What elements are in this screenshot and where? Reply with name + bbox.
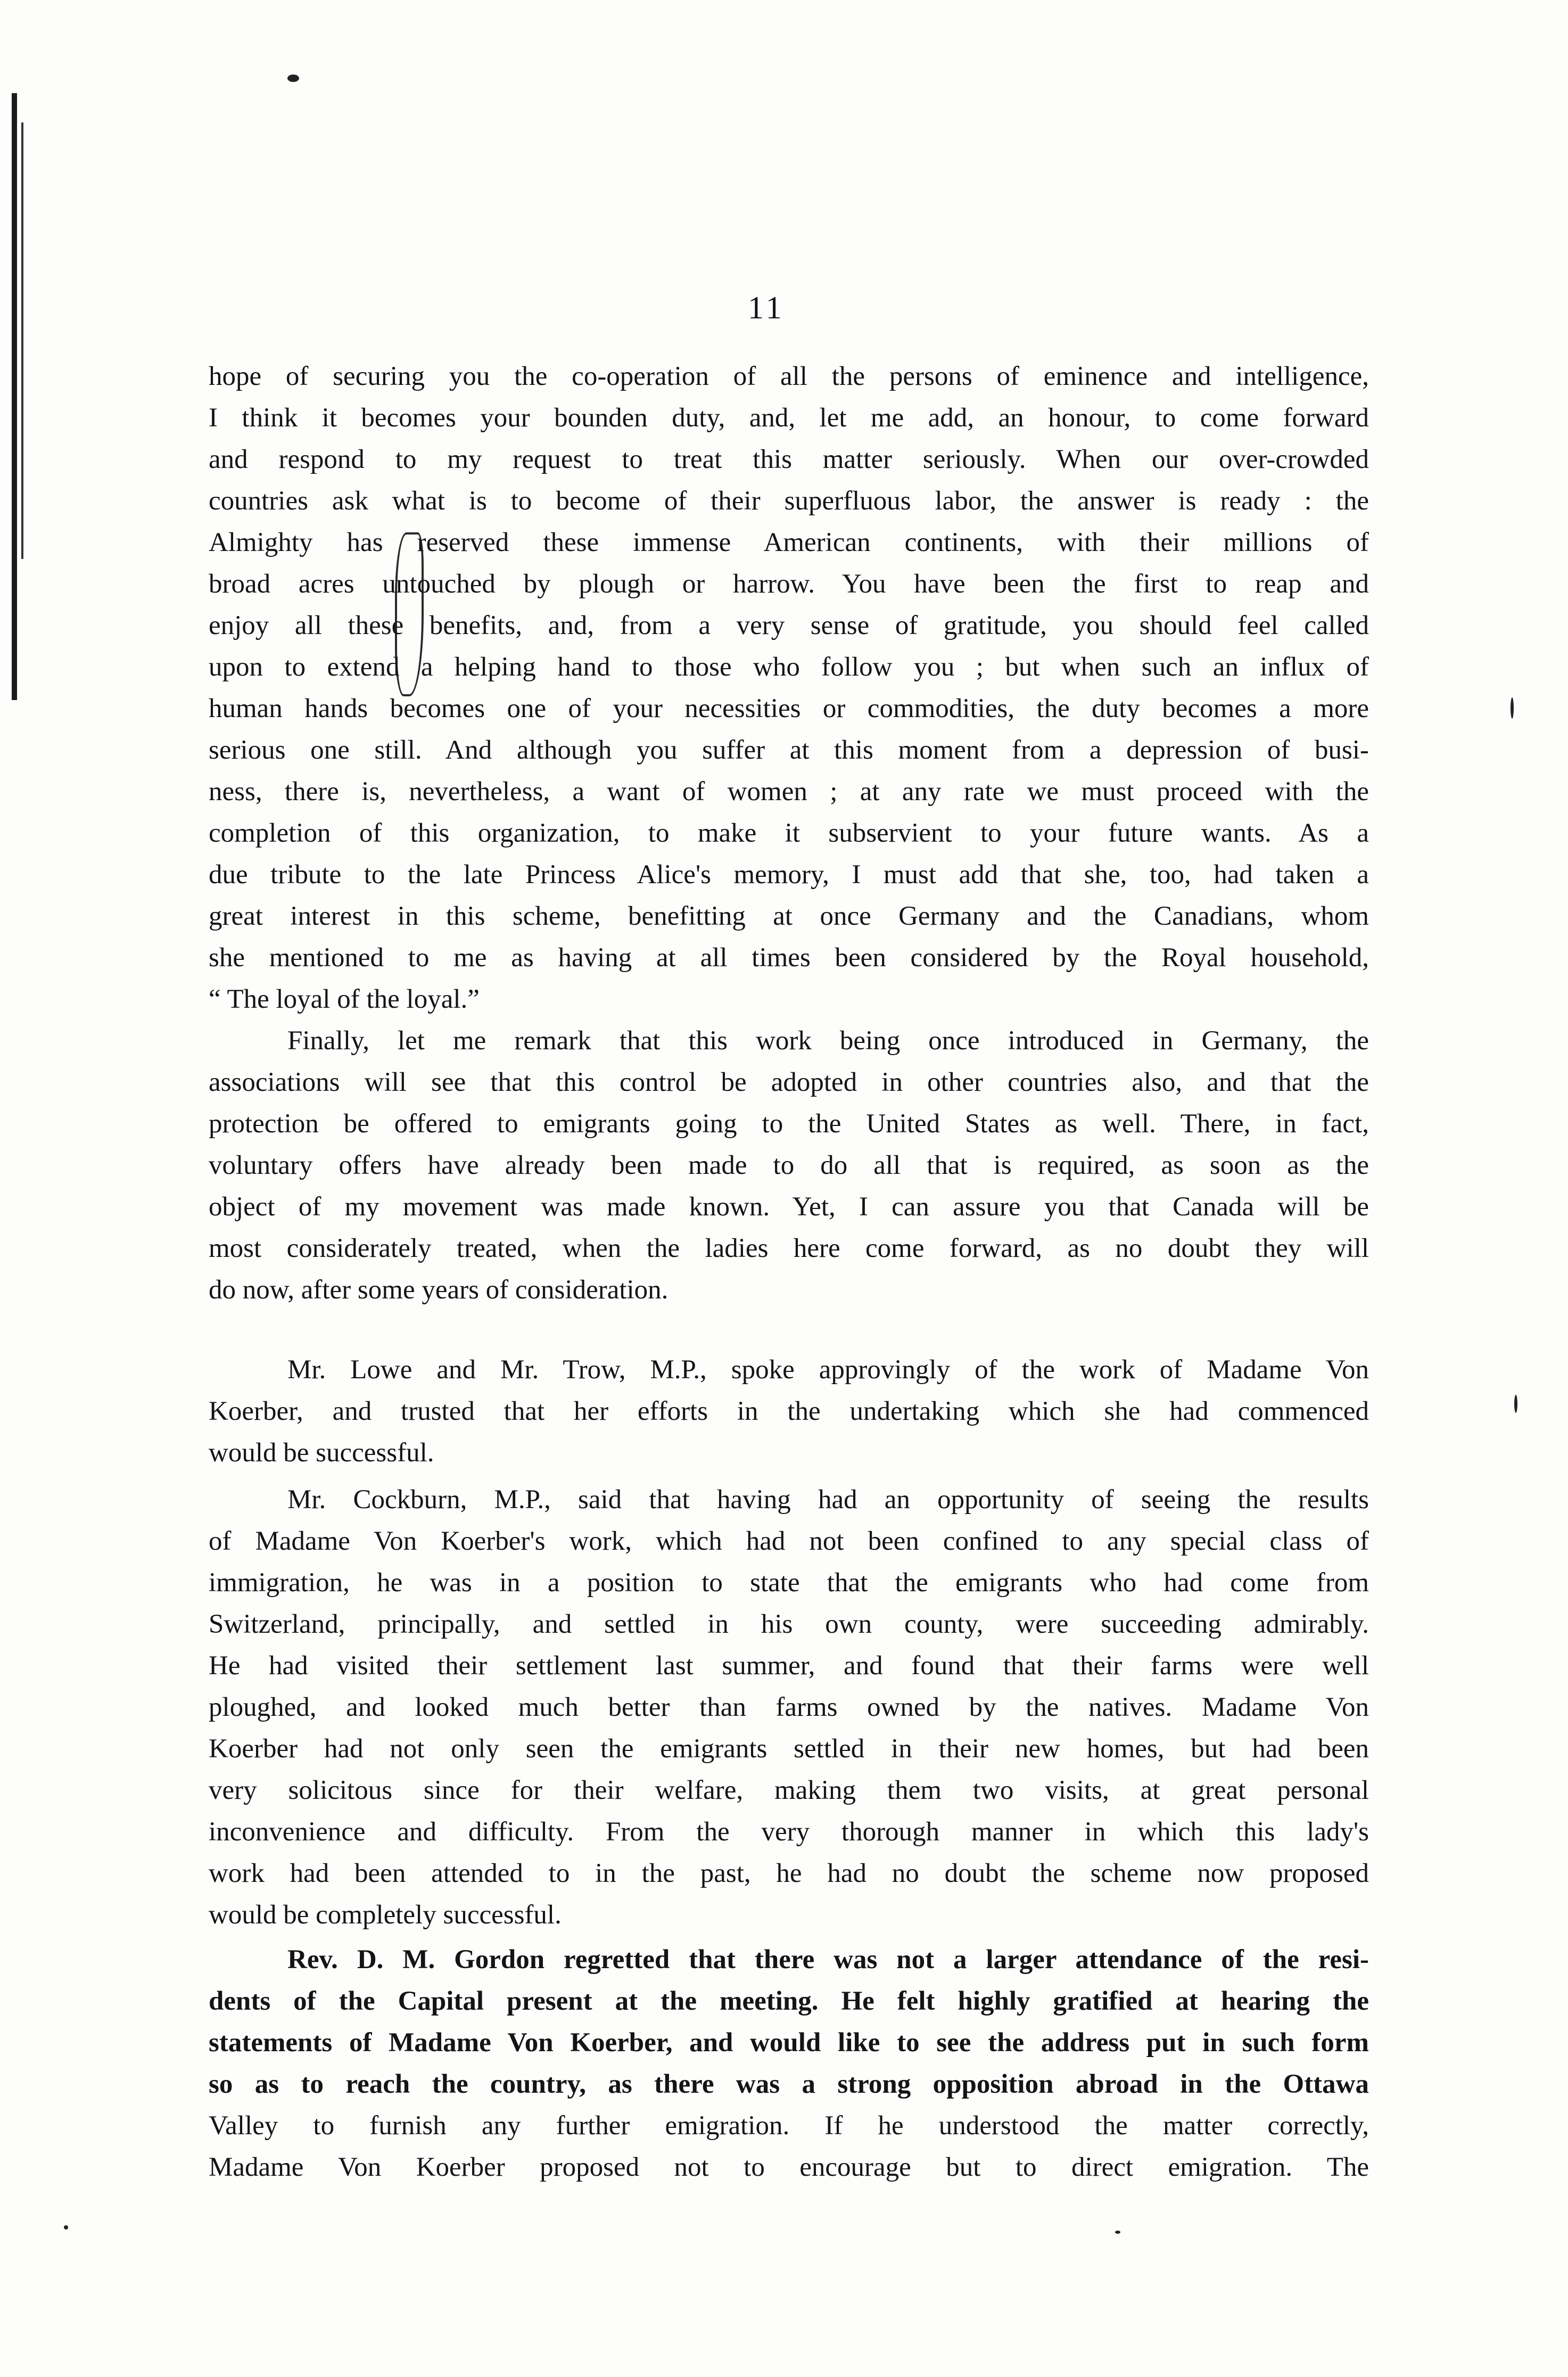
scan-speck bbox=[64, 2225, 68, 2230]
paragraph-intro-continued bbox=[209, 356, 1369, 1020]
paragraph-cockburn bbox=[209, 1479, 1369, 1936]
paragraph-lowe-trow bbox=[209, 1349, 1369, 1474]
text-line: would be successful. bbox=[209, 1438, 434, 1468]
text-line: Valley to furnish any further emigration. If he understood the matter correctly, bbox=[209, 2111, 1369, 2141]
text-line: immigration, he was in a position to state that the emigrants who had come from bbox=[209, 1568, 1369, 1598]
text-line: Mr. Cockburn, M.P., said that having had an opportunity of seeing the results bbox=[287, 1485, 1369, 1515]
text-line: Finally, let me remark that this work being once introduced in Germany, the bbox=[287, 1026, 1369, 1056]
text-line: statements of Madame Von Koerber, and would like to see the address put in such form bbox=[209, 2028, 1369, 2058]
paragraph-finally bbox=[209, 1020, 1369, 1311]
text-line: serious one still. And although you suffer at this moment from a depression of busi- bbox=[209, 735, 1369, 765]
text-line: He had visited their settlement last summer, and found that their farms were well bbox=[209, 1651, 1369, 1681]
text-line: protection be offered to emigrants going to the United States as well. There, in fact, bbox=[209, 1109, 1369, 1139]
text-line: great interest in this scheme, benefitting at once Germany and the Canadians, whom bbox=[209, 901, 1369, 931]
text-line: most considerately treated, when the ladies here come forward, as no doubt they will bbox=[209, 1233, 1369, 1263]
text-line: broad acres untouched by plough or harrow. You have been the first to reap and bbox=[209, 569, 1369, 599]
text-line: upon to extend a helping hand to those who follow you ; but when such an influx of bbox=[209, 652, 1369, 682]
text-line: ploughed, and looked much better than farms owned by the natives. Madame Von bbox=[209, 1692, 1369, 1722]
text-line: so as to reach the country, as there was a strong opposition abroad in the Ottawa bbox=[209, 2069, 1369, 2099]
scan-speck bbox=[1115, 2231, 1120, 2234]
text-line: and respond to my request to treat this matter seriously. When our over-crowded bbox=[209, 445, 1369, 474]
text-line: Switzerland, principally, and settled in his own county, were succeeding admirably. bbox=[209, 1609, 1369, 1639]
text-line: human hands becomes one of your necessities or commodities, the duty becomes a more bbox=[209, 694, 1369, 723]
text-line: completion of this organization, to make it subservient to your future wants. As a bbox=[209, 818, 1369, 848]
text-line: she mentioned to me as having at all times been considered by the Royal household, bbox=[209, 943, 1369, 973]
text-line: I think it becomes your bounden duty, and, let me add, an honour, to come forward bbox=[209, 403, 1369, 433]
scan-speck bbox=[287, 75, 299, 82]
text-line: Almighty has reserved these immense American continents, with their millions of bbox=[209, 528, 1369, 557]
paragraph-gordon bbox=[209, 1939, 1369, 2188]
text-line: associations will see that this control be adopted in other countries also, and that the bbox=[209, 1067, 1369, 1097]
text-line: enjoy all these benefits, and, from a very sense of gratitude, you should feel called bbox=[209, 611, 1369, 640]
text-line: work had been attended to in the past, he had no doubt the scheme now proposed bbox=[209, 1858, 1369, 1888]
text-line: Madame Von Koerber proposed not to encourage but to direct emigration. The bbox=[209, 2152, 1369, 2182]
scan-edge-mark-thin bbox=[21, 122, 23, 559]
text-line: inconvenience and difficulty. From the very thorough manner in which this lady's bbox=[209, 1817, 1369, 1847]
text-line: Koerber had not only seen the emigrants settled in their new homes, but had been bbox=[209, 1734, 1369, 1764]
text-line: do now, after some years of consideration. bbox=[209, 1275, 669, 1305]
text-line: “ The loyal of the loyal.” bbox=[209, 984, 480, 1014]
text-line: Rev. D. M. Gordon regretted that there was not a larger attendance of the resi- bbox=[287, 1945, 1369, 1975]
scan-edge-mark bbox=[12, 93, 17, 700]
text-line: dents of the Capital present at the meeting. He felt highly gratified at hearing the bbox=[209, 1986, 1369, 2016]
text-line: due tribute to the late Princess Alice's memory, I must add that she, too, had taken a bbox=[209, 860, 1369, 890]
text-line: hope of securing you the co-operation of all the persons of eminence and intelligence, bbox=[209, 361, 1369, 391]
text-line: countries ask what is to become of their superfluous labor, the answer is ready : the bbox=[209, 486, 1369, 516]
text-line: very solicitous since for their welfare, making them two visits, at great personal bbox=[209, 1775, 1369, 1805]
scan-speck bbox=[1514, 1395, 1517, 1413]
text-line: ness, there is, nevertheless, a want of women ; at any rate we must proceed with the bbox=[209, 777, 1369, 807]
text-line: Koerber, and trusted that her efforts in the undertaking which she had commenced bbox=[209, 1396, 1369, 1426]
page-number: 11 bbox=[748, 290, 785, 325]
text-line: Mr. Lowe and Mr. Trow, M.P., spoke approvingly of the work of Madame Von bbox=[287, 1355, 1369, 1385]
text-line: of Madame Von Koerber's work, which had not been confined to any special class of bbox=[209, 1526, 1369, 1556]
text-line: would be completely successful. bbox=[209, 1900, 562, 1930]
text-line: object of my movement was made known. Yet, I can assure you that Canada will be bbox=[209, 1192, 1369, 1222]
scan-speck bbox=[1511, 697, 1514, 719]
text-line: voluntary offers have already been made to do all that is required, as soon as the bbox=[209, 1150, 1369, 1180]
